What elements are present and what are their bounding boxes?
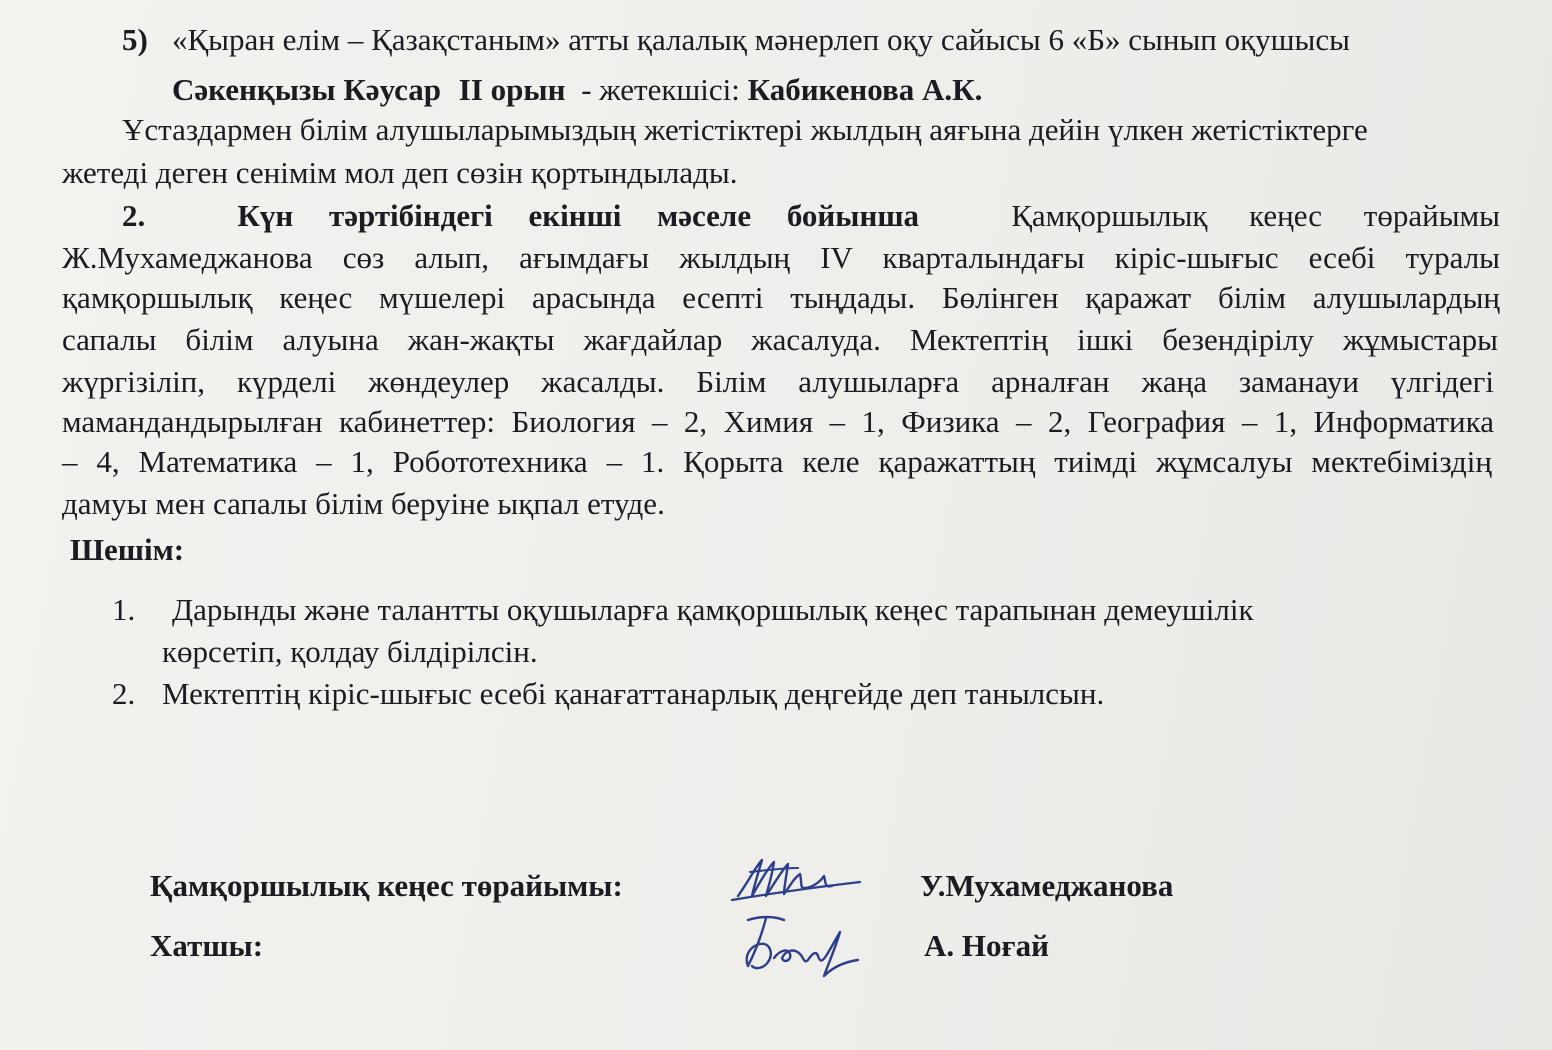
agenda2-first-line [122,198,1500,238]
agenda2-bold-lead: Күн тәртібіндегі екінші мәселе бойынша [237,198,920,233]
decision-item1-marker: 1. [112,592,136,627]
decision-item1-line1: Дарынды және талантты оқушыларға қамқоршылық кеңес тарапынан демеушілік [172,592,1254,627]
secretary-name: А. Ноғай [924,928,1049,963]
agenda2-line4: жүргізіліп, күрделі жөндеулер жасалды. Білім алушыларға арналған жаңа заманауи үлгідегі [62,364,1494,399]
mentor-prefix: - жетекшісі: [581,72,740,107]
agenda2-marker: 2. [122,198,146,233]
award-place: II орын [458,72,566,107]
agenda2-line5: мамандандырылған кабинеттер: Биология – 2, Химия – 1, Физика – 2, География – 1, Информатика [62,404,1494,439]
chair-name: У.Мухамеджанова [920,868,1174,903]
decision-item2-line1: Мектептің кіріс-шығыс есебі қанағаттанарлық деңгейде деп танылсын. [162,676,1105,711]
mentor-name: Кабикенова А.К. [747,72,983,107]
agenda2-line6: – 4, Математика – 1, Робототехника – 1. Қорыта келе қаражаттың тиімді жұмсалуы мектебіміздің [62,444,1492,479]
agenda2-line0: Қамқоршылық кеңес төрайымы [1011,198,1500,233]
decision-item1-line2: көрсетіп, қолдау білдірілсін. [162,634,538,669]
item5-marker: 5) [122,22,148,57]
item5-line2 [172,72,982,108]
secretary-title: Хатшы: [150,928,264,963]
agenda2-line2: қамқоршылық кеңес мүшелері арасында есепті тыңдады. Бөлінген қаражат білім алушылардың [62,280,1500,315]
agenda2-line3: сапалы білім алуына жан-жақты жағдайлар жасалуда. Мектептің ішкі безендірілу жұмыстары [62,322,1498,357]
closing-line2: жетеді деген сенімім мол деп сөзін қортындылады. [62,155,738,190]
closing-line1: Ұстаздармен білім алушыларымыздың жетістіктері жылдың аяғына дейін үлкен жетістіктерге [122,112,1368,147]
chair-signature [728,852,868,910]
decision-item2-marker: 2. [112,676,136,711]
student-name: Сәкенқызы Кәусар [172,72,441,107]
agenda2-line1: Ж.Мухамеджанова сөз алып, ағымдағы жылдың IV кварталындағы кіріс-шығыс есебі туралы [62,240,1500,275]
agenda2-line7: дамуы мен сапалы білім беруіне ықпал етуде. [62,486,665,521]
secretary-signature [734,910,874,990]
chair-title: Қамқоршылық кеңес төрайымы: [150,868,623,903]
item5-line1: «Қыран елім – Қазақстаным» атты қалалық мәнерлеп оқу сайысы 6 «Б» сынып оқушысы [172,22,1350,57]
decision-heading: Шешім: [70,532,185,567]
